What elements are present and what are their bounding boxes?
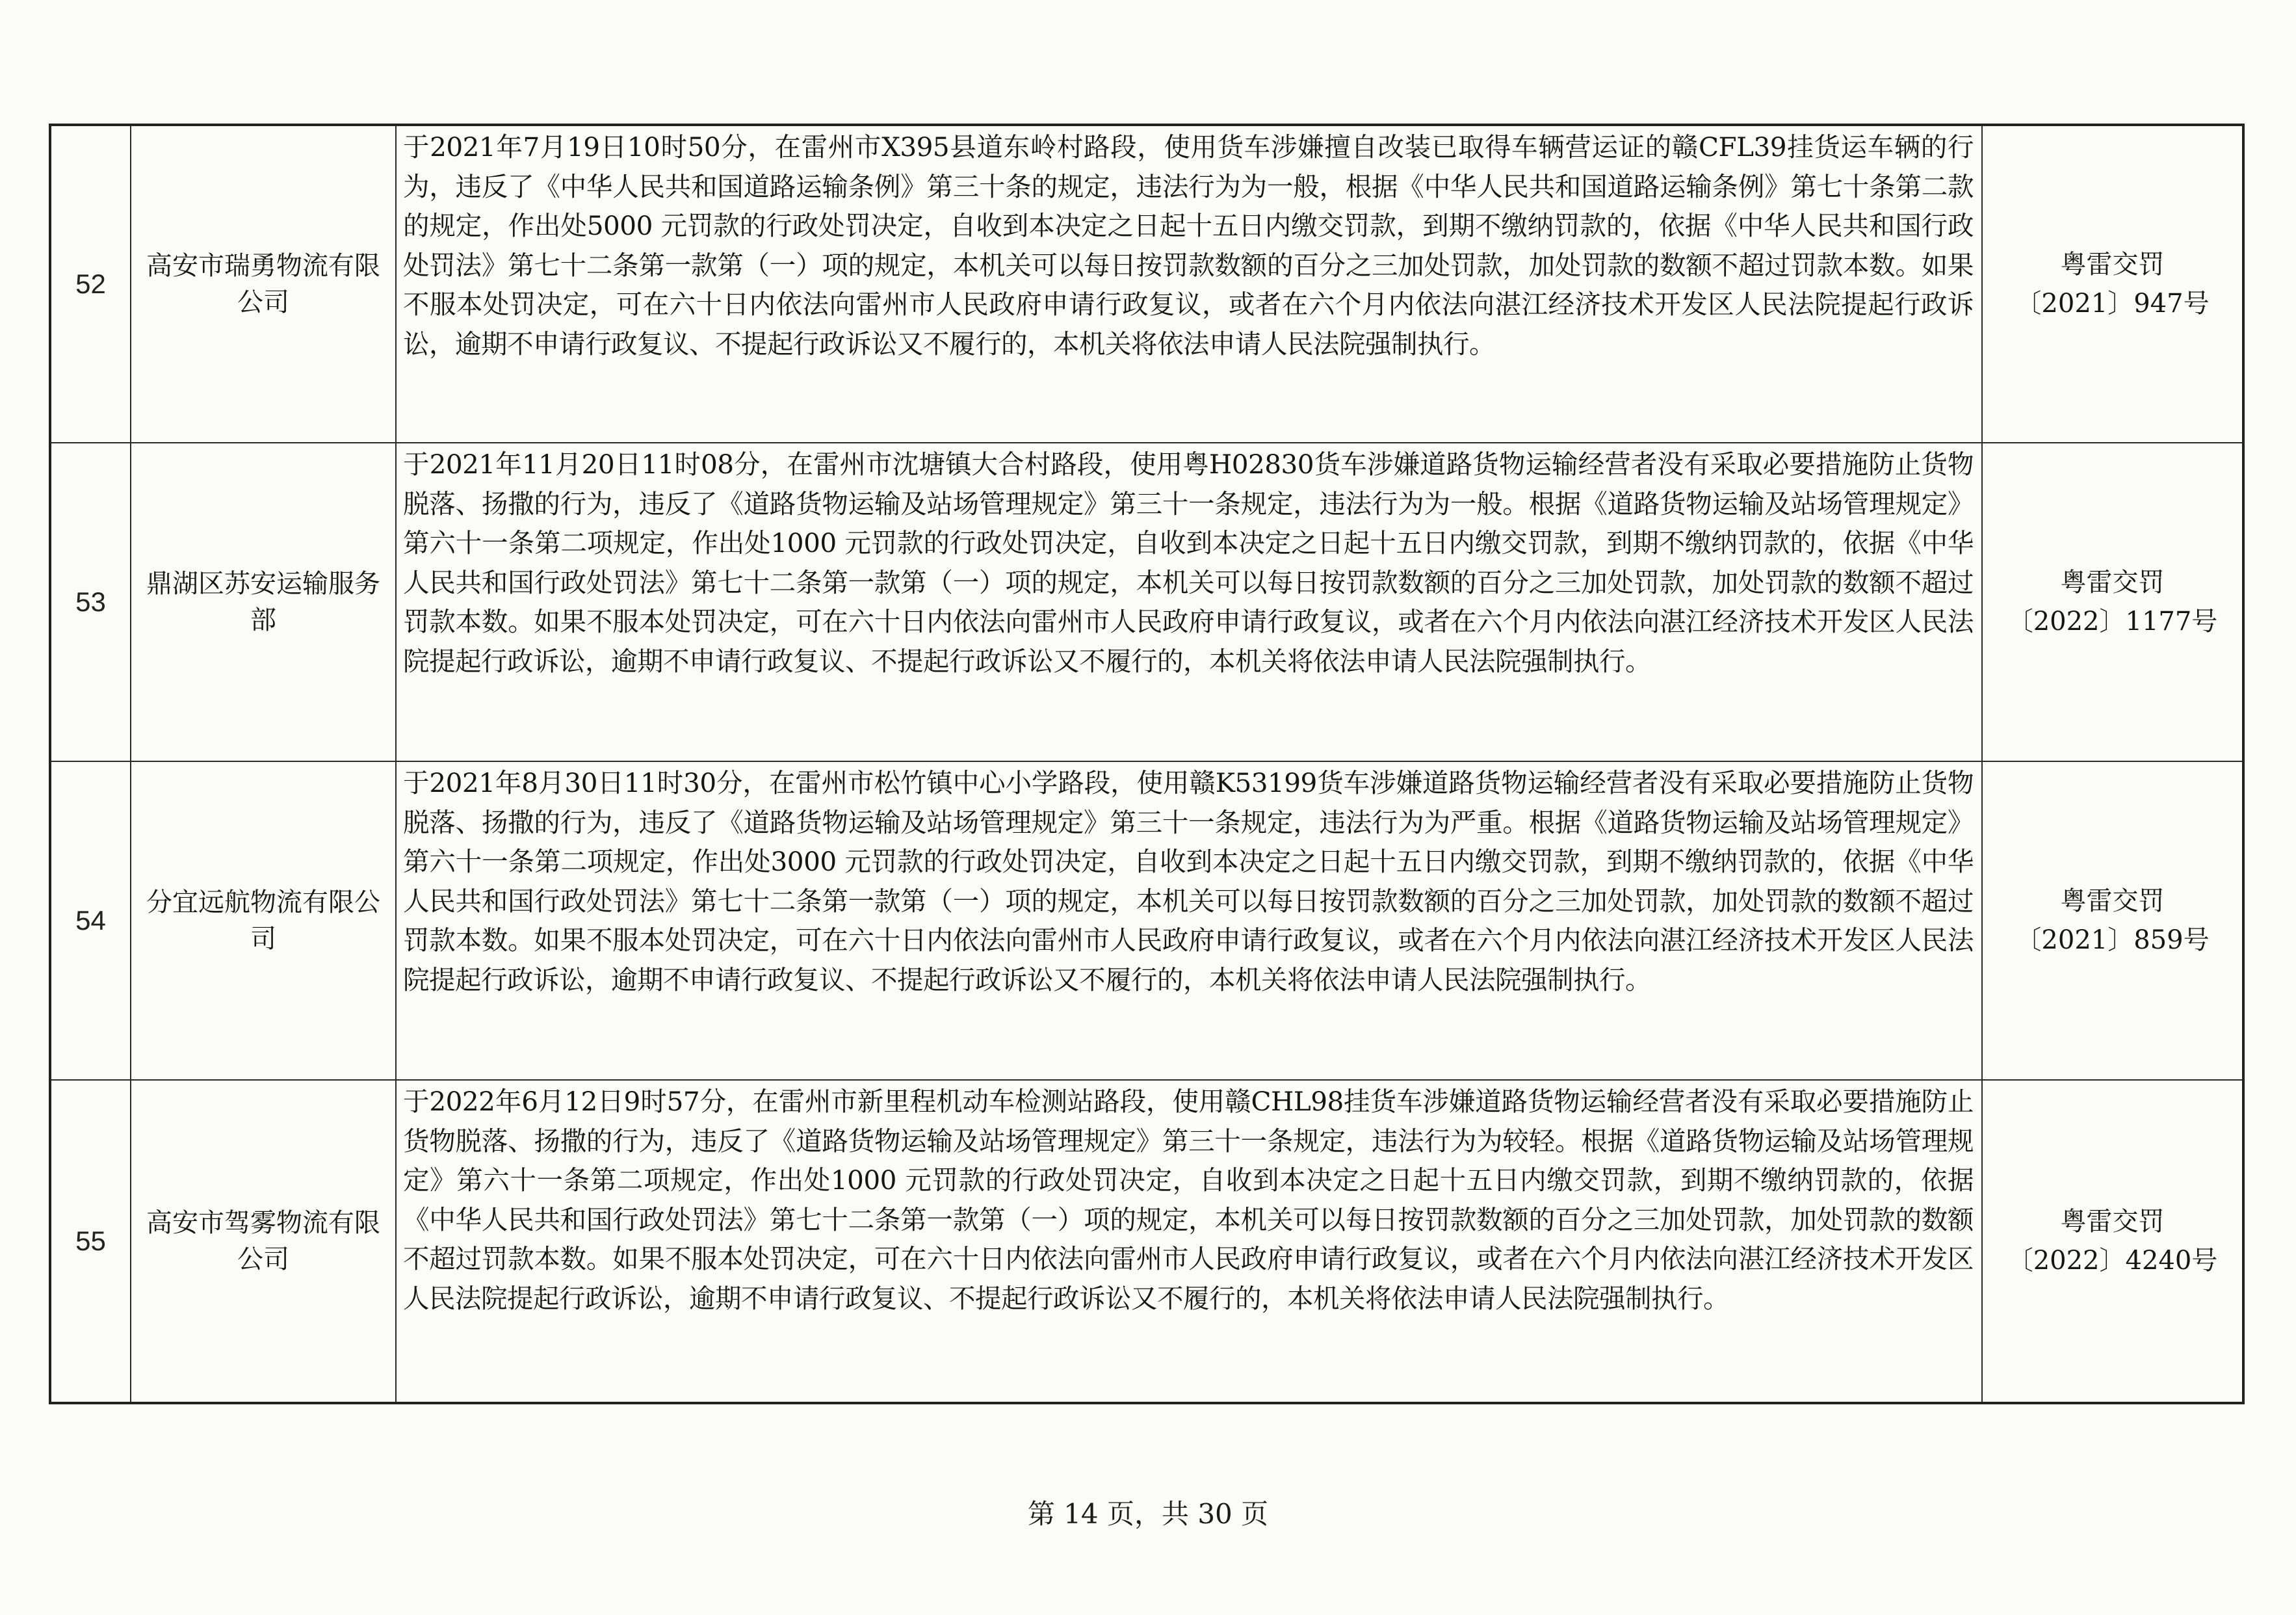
penalty-description: 于2021年7月19日10时50分，在雷州市X395县道东岭村路段，使用货车涉嫌擅自改装已取得车辆营运证的赣CFL39挂货运车辆的行为，违反了《中华人民共和国道路运输条例》第三十条的规定，违法行为为一般，根据《中华人民共和国道路运输条例》第七十条第二款的规定，作出处5000 元罚款的行政处罚决定，自收到本决定之日起十五日内缴交罚款，到期不缴纳罚款的，依据《中华人民共和国行政处罚法》第七十二条第一款第（一）项的规定，本机关可以每日按罚款数额的百分之三加处罚款，加处罚款的数额不超过罚款本数。如果不服本处罚决定，可在六十日内依法向雷州市人民政府申请行政复议，或者在六个月内依法向湛江经济技术开发区人民法院提起行政诉讼，逾期不申请行政复议、不提起行政诉讼又不履行的，本机关将依法申请人民法院强制执行。 [396, 125, 1982, 443]
penalty-description: 于2022年6月12日9时57分，在雷州市新里程机动车检测站路段，使用赣CHL98挂货车涉嫌道路货物运输经营者没有采取必要措施防止货物脱落、扬撒的行为，违反了《道路货物运输及站场管理规定》第三十一条规定，违法行为为较轻。根据《道路货物运输及站场管理规定》第六十一条第二项规定，作出处1000 元罚款的行政处罚决定，自收到本决定之日起十五日内缴交罚款，到期不缴纳罚款的，依据《中华人民共和国行政处罚法》第七十二条第一款第（一）项的规定，本机关可以每日按罚款数额的百分之三加处罚款，加处罚款的数额不超过罚款本数。如果不服本处罚决定，可在六十日内依法向雷州市人民政府申请行政复议，或者在六个月内依法向湛江经济技术开发区人民法院提起行政诉讼，逾期不申请行政复议、不提起行政诉讼又不履行的，本机关将依法申请人民法院强制执行。 [396, 1080, 1982, 1403]
table-row [50, 125, 2243, 443]
document-number-prefix: 粤雷交罚 [2060, 568, 2165, 597]
record-index: 55 [50, 1080, 131, 1403]
penalty-description: 于2021年11月20日11时08分，在雷州市沈塘镇大合村路段，使用粤H02830货车涉嫌道路货物运输经营者没有采取必要措施防止货物脱落、扬撒的行为，违反了《道路货物运输及站场管理规定》第三十一条规定，违法行为为一般。根据《道路货物运输及站场管理规定》第六十一条第二项规定，作出处1000 元罚款的行政处罚决定，自收到本决定之日起十五日内缴交罚款，到期不缴纳罚款的，依据《中华人民共和国行政处罚法》第七十二条第一款第（一）项的规定，本机关可以每日按罚款数额的百分之三加处罚款，加处罚款的数额不超过罚款本数。如果不服本处罚决定，可在六十日内依法向雷州市人民政府申请行政复议，或者在六个月内依法向湛江经济技术开发区人民法院提起行政诉讼，逾期不申请行政复议、不提起行政诉讼又不履行的，本机关将依法申请人民法院强制执行。 [396, 443, 1982, 761]
record-index: 53 [50, 443, 131, 761]
document-number-cell [1982, 1080, 2243, 1403]
document-number-prefix: 粤雷交罚 [2060, 250, 2165, 280]
document-number-cell [1982, 761, 2243, 1080]
document-number-prefix: 粤雷交罚 [2060, 886, 2165, 916]
record-index: 54 [50, 761, 131, 1080]
document-number: 〔2021〕947号 [2015, 289, 2210, 319]
penalty-records-table [49, 124, 2245, 1404]
party-name: 鼎湖区苏安运输服务部 [131, 443, 396, 761]
document-number-cell [1982, 443, 2243, 761]
party-name: 高安市瑞勇物流有限公司 [131, 125, 396, 443]
record-index: 52 [50, 125, 131, 443]
document-number: 〔2022〕1177号 [2007, 607, 2218, 637]
document-number: 〔2021〕859号 [2015, 925, 2210, 955]
table-row [50, 761, 2243, 1080]
penalty-description: 于2021年8月30日11时30分，在雷州市松竹镇中心小学路段，使用赣K53199货车涉嫌道路货物运输经营者没有采取必要措施防止货物脱落、扬撒的行为，违反了《道路货物运输及站场管理规定》第三十一条规定，违法行为为严重。根据《道路货物运输及站场管理规定》第六十一条第二项规定，作出处3000 元罚款的行政处罚决定，自收到本决定之日起十五日内缴交罚款，到期不缴纳罚款的，依据《中华人民共和国行政处罚法》第七十二条第一款第（一）项的规定，本机关可以每日按罚款数额的百分之三加处罚款，加处罚款的数额不超过罚款本数。如果不服本处罚决定，可在六十日内依法向雷州市人民政府申请行政复议，或者在六个月内依法向湛江经济技术开发区人民法院提起行政诉讼，逾期不申请行政复议、不提起行政诉讼又不履行的，本机关将依法申请人民法院强制执行。 [396, 761, 1982, 1080]
party-name: 分宜远航物流有限公司 [131, 761, 396, 1080]
document-number-cell [1982, 125, 2243, 443]
document-number: 〔2022〕4240号 [2007, 1246, 2218, 1276]
page-number: 第 14 页，共 30 页 [1027, 1498, 1269, 1530]
table-row [50, 1080, 2243, 1403]
party-name: 高安市驾雾物流有限公司 [131, 1080, 396, 1403]
document-number-prefix: 粤雷交罚 [2060, 1207, 2165, 1237]
table-row [50, 443, 2243, 761]
